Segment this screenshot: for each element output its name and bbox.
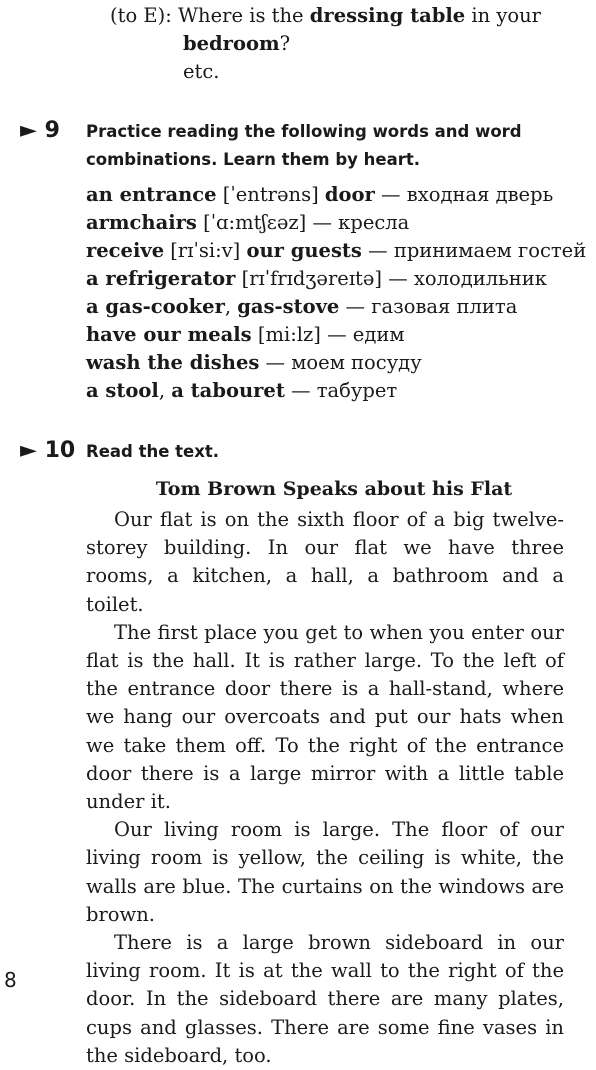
vocab-item — [86, 293, 586, 321]
dialog-question-line2 — [110, 30, 590, 58]
text-paragraph: Our flat is on the sixth floor of a big twelve-storey building. In our flat we have three rooms, a kitchen, a hall, a bathroom and a toilet. — [86, 508, 564, 616]
dialog-question-text: Where is the — [178, 4, 304, 27]
text-paragraph: There is a large brown sideboard in our living room. It is at the wall to the right of the door. In the sideboard there are many plates, cups and glasses. There are some fine vases in the sideboard, too. — [86, 931, 564, 1067]
vocab-term: receive — [86, 239, 165, 262]
exercise-9-instruction: Practice reading the following words and word combinations. Learn them by heart. — [86, 122, 522, 169]
vocab-term: armchairs — [86, 211, 197, 234]
vocab-term: wash the dishes — [86, 351, 260, 374]
dialog-question-text-2: in your — [471, 4, 542, 27]
page-number: 8 — [4, 968, 17, 992]
vocab-gloss: [ˈentrəns] — [216, 183, 325, 206]
text-title: Tom Brown Speaks about his Flat — [155, 478, 513, 500]
reading-text — [86, 506, 564, 1070]
vocab-term: have our meals — [86, 323, 252, 346]
exercise-10-header — [20, 438, 580, 466]
dialog-speaker: (to E): — [110, 4, 172, 27]
vocab-term: a gas-cooker — [86, 295, 225, 318]
exercise-9-header — [20, 118, 580, 174]
vocab-gloss: [rɪˈfrɪdʒəreɪtə] — холодильник — [235, 267, 547, 290]
vocab-item — [86, 181, 586, 209]
vocab-item — [86, 377, 586, 405]
dialog-etc: etc. — [183, 60, 220, 83]
vocab-gloss: — принимаем гостей — [361, 239, 587, 262]
dialog-term-bedroom: bedroom — [183, 32, 280, 55]
dialog-term-dressing-table: dressing table — [309, 4, 466, 27]
vocab-item — [86, 237, 586, 265]
vocab-term: a refrigerator — [86, 267, 236, 290]
vocab-term: our guests — [246, 239, 362, 262]
vocab-item — [86, 265, 586, 293]
vocab-gloss: — табурет — [284, 379, 398, 402]
exercise-10-marker: ► 10 — [20, 438, 76, 463]
dialog-fragment — [110, 2, 590, 86]
vocab-term: a stool — [86, 379, 159, 402]
vocab-gloss: — моем посуду — [259, 351, 422, 374]
vocab-term: an entrance — [86, 183, 217, 206]
vocabulary-list — [86, 181, 586, 405]
vocab-gloss: [ˈɑ:mtʃɛəz] — кресла — [196, 211, 410, 234]
vocab-gloss: , — [224, 295, 238, 318]
vocab-term: door — [324, 183, 375, 206]
vocab-gloss: [rɪˈsi:v] — [164, 239, 247, 262]
text-paragraph: Our living room is large. The floor of our living room is yellow, the ceiling is white, the walls are blue. The curtains on the windows are brown. — [86, 818, 564, 926]
dialog-question-line1 — [110, 2, 590, 30]
vocab-item — [86, 349, 586, 377]
exercise-10-instruction: Read the text. — [86, 442, 220, 461]
vocab-gloss: — входная дверь — [374, 183, 554, 206]
vocab-gloss: — газовая плита — [339, 295, 518, 318]
dialog-question-mark: ? — [279, 32, 291, 55]
vocab-term: a tabouret — [171, 379, 285, 402]
exercise-9-marker: ► 9 — [20, 118, 60, 143]
vocab-item — [86, 209, 586, 237]
vocab-gloss: , — [158, 379, 172, 402]
vocab-item — [86, 321, 586, 349]
vocab-gloss: [mi:lz] — едим — [251, 323, 405, 346]
vocab-term: gas-stove — [237, 295, 340, 318]
text-paragraph: The first place you get to when you enter our flat is the hall. It is rather large. To the left of the entrance door there is a hall-stand, where we hang our overcoats and put our hats when we take them off. To the right of the entrance door there is a large mirror with a little table under it. — [86, 620, 564, 814]
